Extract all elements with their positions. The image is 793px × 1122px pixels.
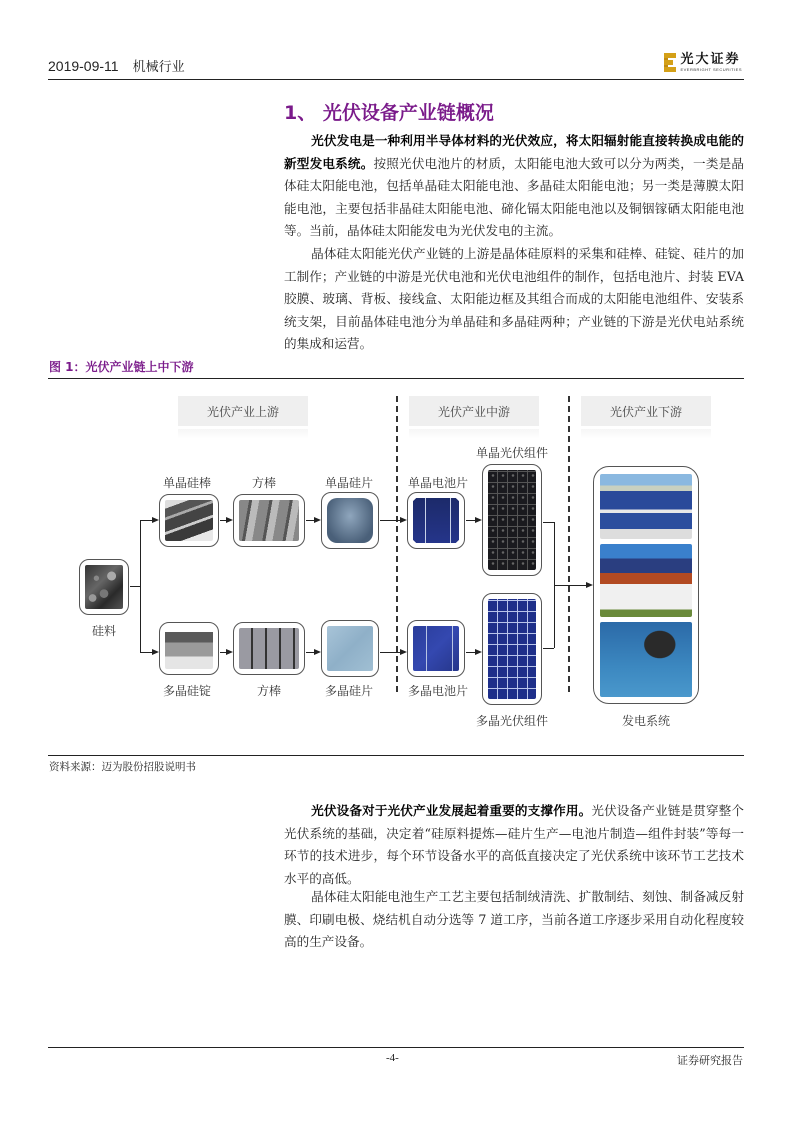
paragraph-2-body: 晶体硅太阳能光伏产业链的上游是晶体硅原料的采集和硅棒、硅锭、硅片的加工制作；产业链的中游是光伏电池和光伏电池组件的制作，包括电池片、封装 EVA 胶膜、玻璃、背板、接线盒、太阳能边框及其组合而成的太阳能电池组件、安装系统支架，目前晶体硅电池分为单晶硅和多晶硅两种；产业链的下游是光伏电站系统的集成和运营。 [284, 246, 744, 352]
mono-square-image [239, 500, 299, 541]
label-poly-cell: 多晶电池片 [407, 684, 468, 698]
connector [466, 652, 475, 653]
node-poly-wafer [321, 620, 379, 677]
arrow-icon [586, 582, 593, 588]
paragraph-2 [284, 243, 744, 356]
section-title: 1、 光伏设备产业链概况 [284, 102, 494, 124]
label-raw-silicon: 硅料 [91, 624, 116, 638]
poly-ingot-image [165, 628, 213, 669]
industry-chain-diagram [48, 380, 744, 754]
logo-e-icon [664, 53, 676, 73]
header-industry: 机械行业 [132, 60, 185, 75]
stage-divider-2 [568, 396, 570, 692]
connector [380, 652, 400, 653]
paragraph-4 [284, 886, 744, 954]
connector [466, 520, 475, 521]
stage-upstream-header: 光伏产业上游 [178, 396, 308, 426]
connector [140, 520, 152, 521]
paragraph-1-lead: 光伏发电是一种利用半导体材料的光伏效应，将太阳辐射能直接转换成电能的新型发电系统。 [284, 133, 744, 171]
arrow-icon [152, 517, 159, 523]
label-mono-cell: 单晶电池片 [407, 476, 468, 490]
mono-wafer-image [327, 498, 373, 543]
stage-downstream-header: 光伏产业下游 [581, 396, 711, 426]
paragraph-3-body: 光伏设备产业链是贯穿整个光伏系统的基础，决定着“硅原料提炼—硅片生产—电池片制造—组件封装”等每一环节的技术进步，每个环节设备水平的高低直接决定了光伏系统中该环节工艺技术水平的高低。 [284, 803, 745, 886]
arrow-icon [400, 517, 407, 523]
mono-rod-image [165, 500, 213, 541]
node-raw-silicon [79, 559, 129, 615]
label-mono-module: 单晶光伏组件 [475, 446, 548, 460]
solar-farm-image [600, 474, 692, 539]
stage-header-shadow [178, 429, 308, 439]
node-poly-ingot [159, 622, 219, 675]
stage-header-shadow [581, 429, 711, 439]
arrow-icon [400, 649, 407, 655]
arrow-icon [152, 649, 159, 655]
stage-divider-1 [396, 396, 398, 692]
node-power-system [593, 466, 699, 704]
footer-rule [48, 1047, 744, 1048]
label-mono-wafer: 单晶硅片 [324, 476, 373, 490]
connector [543, 522, 554, 523]
label-poly-ingot: 多晶硅锭 [162, 684, 211, 698]
mono-cell-image [413, 498, 459, 543]
label-power-system: 发电系统 [621, 714, 670, 728]
arrow-icon [314, 649, 321, 655]
poly-cell-image [413, 626, 459, 671]
paragraph-1-body: 按照光伏电池片的材质，太阳能电池大致可以分为两类，一类是晶体硅太阳能电池，包括单晶硅太阳能电池、多晶硅太阳能电池；另一类是薄膜太阳能电池，主要包括非晶硅太阳能电池、碲化镉太阳能电池以及铜铟镓硒太阳能电池等。当前，晶体硅太阳能发电为光伏发电的主流。 [284, 155, 745, 239]
label-mono-square: 方棒 [251, 476, 276, 490]
node-mono-module [482, 464, 542, 576]
arrow-icon [475, 649, 482, 655]
figure-source: 资料来源：迈为股份招股说明书 [49, 761, 196, 773]
solar-streetlamp-image [600, 622, 692, 697]
everbright-logo [664, 53, 742, 73]
label-poly-wafer: 多晶硅片 [324, 684, 373, 698]
arrow-icon [475, 517, 482, 523]
connector [140, 520, 141, 653]
arrow-icon [226, 649, 233, 655]
stage-midstream-header: 光伏产业中游 [409, 396, 539, 426]
logo-cn-text: 光大证券 [680, 52, 741, 67]
node-poly-cell [407, 620, 465, 677]
connector [306, 652, 314, 653]
poly-square-image [239, 628, 299, 669]
raw-silicon-image [85, 565, 123, 609]
paragraph-3 [284, 800, 744, 890]
paragraph-1 [284, 130, 744, 243]
paragraph-3-lead: 光伏设备对于光伏产业发展起着重要的支撑作用。 [311, 803, 592, 818]
logo-en-text: EVERBRIGHT SECURITIES [680, 67, 742, 72]
rooftop-solar-image [600, 544, 692, 617]
label-poly-module: 多晶光伏组件 [475, 714, 548, 728]
figure-top-rule [48, 378, 744, 379]
node-mono-square [233, 494, 305, 547]
mono-module-image [488, 470, 536, 570]
figure-bottom-rule [48, 755, 744, 756]
footer-label: 证券研究报告 [677, 1054, 743, 1067]
label-poly-square: 方棒 [256, 684, 281, 698]
node-poly-module [482, 593, 542, 705]
node-mono-cell [407, 492, 465, 549]
connector [554, 585, 586, 586]
page-header [48, 44, 744, 80]
header-date: 2019-09-11 [48, 58, 119, 74]
poly-module-image [488, 599, 536, 699]
arrow-icon [226, 517, 233, 523]
connector [543, 648, 554, 649]
node-mono-wafer [321, 492, 379, 549]
figure-title: 图 1：光伏产业链上中下游 [49, 360, 194, 374]
connector [140, 652, 152, 653]
label-mono-rod: 单晶硅棒 [162, 476, 211, 490]
stage-header-shadow [409, 429, 539, 439]
node-mono-rod [159, 494, 219, 547]
page-number: -4- [386, 1052, 399, 1064]
node-poly-square [233, 622, 305, 675]
header-meta [48, 56, 185, 75]
connector [380, 520, 400, 521]
poly-wafer-image [327, 626, 373, 671]
arrow-icon [314, 517, 321, 523]
connector [130, 586, 140, 587]
connector [306, 520, 314, 521]
paragraph-4-body: 晶体硅太阳能电池生产工艺主要包括制绒清洗、扩散制结、刻蚀、制备减反射膜、印刷电极、烧结机自动分选等 7 道工序，当前各道工序逐步采用自动化程度较高的生产设备。 [284, 889, 744, 950]
